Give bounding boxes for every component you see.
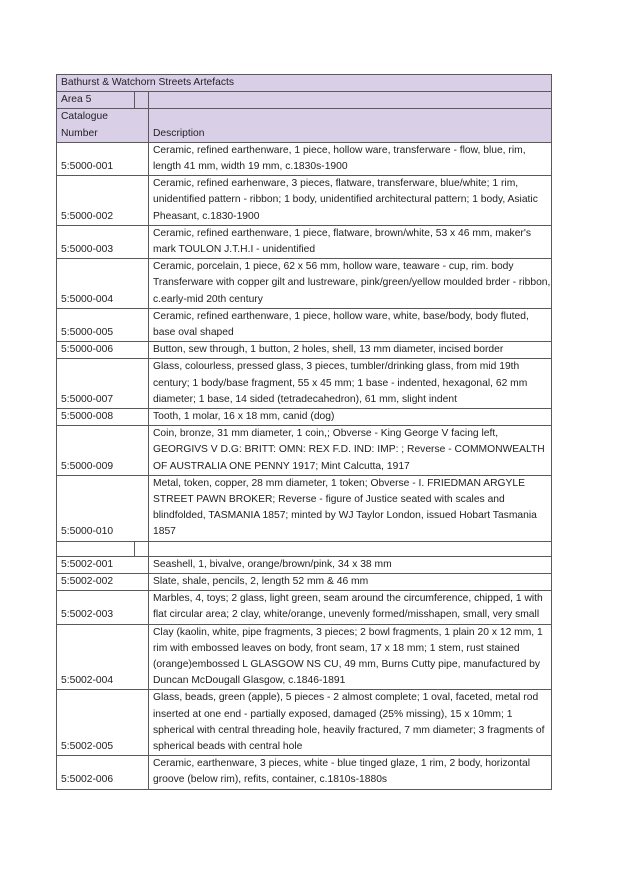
catalogue-number-header	[57, 109, 149, 142]
table-title-row	[57, 75, 552, 92]
area-row	[57, 92, 552, 109]
artefact-description: Slate, shale, pencils, 2, length 52 mm & 46 mm	[149, 573, 552, 590]
catalogue-number: 5:5000-002	[57, 176, 149, 226]
catalogue-number: 5:5000-003	[57, 225, 149, 258]
catalogue-number: 5:5002-004	[57, 624, 149, 690]
artefact-description: Tooth, 1 molar, 16 x 18 mm, canid (dog)	[149, 409, 552, 426]
table-row	[57, 573, 552, 590]
artefact-description: Clay (kaolin, white, pipe fragments, 3 pieces; 2 bowl fragments, 1 plain 20 x 12 mm, 1 rim with embossed leaves on body, front seam, 17 x 18 mm; 1 stem, rust stained (orange)embossed L GLASGOW NS CU, 49 mm, Burns Cutty pipe, manufactured by Duncan McDougall Glasgow, c.1846-1891	[149, 624, 552, 690]
artefacts-table	[56, 74, 552, 790]
artefact-description: Glass, beads, green (apple), 5 pieces - 2 almost complete; 1 oval, faceted, metal rod inserted at one end - partially exposed, damaged (25% missing), 15 x 10mm; 1 spherical with central threading hole, heavily fractured, 7 mm diameter; 3 fragments of spherical beads with central hole	[149, 690, 552, 756]
table-row	[57, 142, 552, 175]
artefact-description: Ceramic, refined earthenware, 1 piece, flatware, brown/white, 53 x 46 mm, maker's mark TOULON J.T.H.I - unidentified	[149, 225, 552, 258]
catalogue-number: 5:5002-003	[57, 591, 149, 624]
table-row	[57, 475, 552, 541]
catalogue-number: 5:5000-001	[57, 142, 149, 175]
catalogue-number: 5:5000-010	[57, 475, 149, 541]
artefact-description: Ceramic, refined earhenware, 3 pieces, flatware, transferware, blue/white; 1 rim, unidentified pattern - ribbon; 1 body, unidentified architectural pattern; 1 body, Asiatic Pheasant, c.1830-1900	[149, 176, 552, 226]
catalogue-header-line1: Catalogue	[61, 111, 108, 123]
table-row	[57, 409, 552, 426]
area-label: Area 5	[57, 92, 135, 109]
spacer-cell	[57, 541, 135, 556]
catalogue-number: 5:5000-006	[57, 342, 149, 359]
artefact-description: Coin, bronze, 31 mm diameter, 1 coin,; Obverse - King George V facing left, GEORGIVS V D.G: BRITT: OMN: REX F.D. IND: IMP: ; Reverse - COMMONWEALTH OF AUSTRALIA ONE PENNY 1917; Mint Calcutta, 1917	[149, 426, 552, 476]
catalogue-number: 5:5000-009	[57, 426, 149, 476]
area-spacer-cell	[135, 92, 149, 109]
table-row	[57, 690, 552, 756]
catalogue-number: 5:5000-008	[57, 409, 149, 426]
table-row	[57, 556, 552, 573]
artefact-description: Ceramic, porcelain, 1 piece, 62 x 56 mm, hollow ware, teaware - cup, rim. body Transferware with copper gilt and lustreware, pink/green/yellow moulded brder - ribbon, c.early-mid 20th century	[149, 259, 552, 309]
artefact-description: Ceramic, refined earthenware, 1 piece, hollow ware, white, base/body, body fluted, base oval shaped	[149, 308, 552, 341]
spacer-cell	[135, 541, 149, 556]
table-title: Bathurst & Watchorn Streets Artefacts	[57, 75, 552, 92]
catalogue-header-line2: Number	[61, 127, 98, 139]
table-row	[57, 426, 552, 476]
catalogue-number: 5:5002-006	[57, 756, 149, 789]
artefact-catalogue-page	[56, 74, 551, 790]
artefact-description: Seashell, 1, bivalve, orange/brown/pink, 34 x 38 mm	[149, 556, 552, 573]
artefact-description: Button, sew through, 1 button, 2 holes, shell, 13 mm diameter, incised border	[149, 342, 552, 359]
artefact-description: Glass, colourless, pressed glass, 3 pieces, tumbler/drinking glass, from mid 19th century; 1 body/base fragment, 55 x 45 mm; 1 base - indented, hexagonal, 62 mm diameter; 1 base, 14 sided (tetradecahedron), 61 mm, slight indent	[149, 359, 552, 409]
area-blank-cell	[149, 92, 552, 109]
catalogue-number: 5:5000-005	[57, 308, 149, 341]
catalogue-number: 5:5002-005	[57, 690, 149, 756]
header-row	[57, 109, 552, 142]
table-row	[57, 624, 552, 690]
table-row	[57, 342, 552, 359]
catalogue-number: 5:5002-001	[57, 556, 149, 573]
catalogue-number: 5:5002-002	[57, 573, 149, 590]
table-row	[57, 756, 552, 789]
spacer-row	[57, 541, 552, 556]
artefact-description: Metal, token, copper, 28 mm diameter, 1 token; Obverse - I. FRIEDMAN ARGYLE STREET PAWN BROKER; Reverse - figure of Justice seated with scales and blindfolded, TASMANIA 1857; minted by WJ Taylor London, issued Hobart Tasmania 1857	[149, 475, 552, 541]
spacer-cell	[149, 541, 552, 556]
table-row	[57, 259, 552, 309]
table-row	[57, 308, 552, 341]
catalogue-number: 5:5000-007	[57, 359, 149, 409]
artefact-description: Ceramic, earthenware, 3 pieces, white - blue tinged glaze, 1 rim, 2 body, horizontal groove (below rim), refits, container, c.1810s-1880s	[149, 756, 552, 789]
table-row	[57, 176, 552, 226]
description-header: Description	[149, 109, 552, 142]
artefact-description: Marbles, 4, toys; 2 glass, light green, seam around the circumference, chipped, 1 with flat circular area; 2 clay, white/orange, unevenly formed/misshapen, small, very small	[149, 591, 552, 624]
table-row	[57, 225, 552, 258]
table-row	[57, 591, 552, 624]
catalogue-number: 5:5000-004	[57, 259, 149, 309]
artefact-description: Ceramic, refined earthenware, 1 piece, hollow ware, transferware - flow, blue, rim, length 41 mm, width 19 mm, c.1830s-1900	[149, 142, 552, 175]
table-row	[57, 359, 552, 409]
